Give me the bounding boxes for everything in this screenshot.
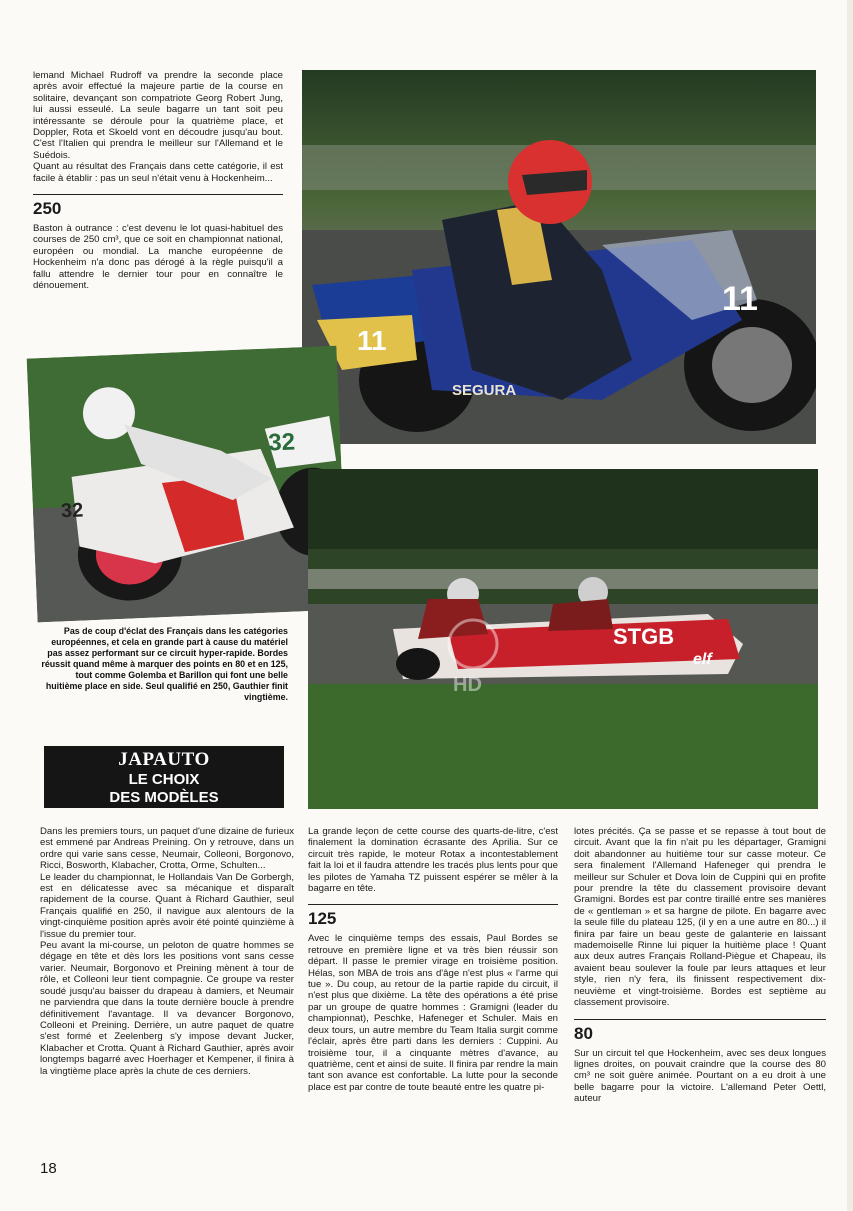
sidecar-sponsor: elf — [693, 651, 712, 668]
banner-subtitle-1: LE CHOIX — [128, 771, 200, 788]
section-heading-80: 80 — [574, 1023, 593, 1043]
section-heading-250: 250 — [33, 199, 62, 219]
photo-sidecar — [308, 469, 818, 809]
photo-caption: Pas de coup d'éclat des Français dans les catégories européennes, et cela en grande part à cause du matériel pas assez performant sur ce circuit hyper-rapide. Bordes réussit quand même à marquer des points en 80 et en 125, tout comme Golemba et Barillon qui font une belle huitième place en side. Seul qualifié en 250, Gauthier finit vingtième. — [41, 626, 288, 702]
rider-11-illustration — [302, 70, 816, 444]
col3-paragraph-2: Sur un circuit tel que Hockenheim, avec ses deux longues lignes droites, on pouvait craindre que la course des 80 cm³ ne soit guère animée. Pourtant on a eu droit à une belle bagarre pour la victoire. L'allemand Peter Oettl, auteur — [574, 1047, 826, 1105]
article-column-2 — [308, 826, 558, 1093]
page-edge — [847, 0, 853, 1211]
banner-title: JAPAUTO — [118, 749, 210, 770]
section-250-paragraph: Baston à outrance : c'est devenu le lot quasi-habituel des courses de 250 cm³, que ce soit en championnat national, européen ou mondial. La manche européenne de Hockenheim n'a donc pas dérogé à la règle puisqu'il a fallu attendre le dernier tour pour en connaître le dénouement. — [33, 223, 283, 292]
sidecar-brand: STGB — [613, 624, 675, 649]
rider-32-illustration — [27, 346, 348, 623]
section-rule-125 — [308, 904, 558, 905]
page-number: 18 — [40, 1160, 57, 1177]
photo-rider-32 — [27, 346, 348, 623]
col1-paragraph-3: Peu avant la mi-course, un peloton de quatre hommes se dégage en tête et dès lors les positions vont sans cesse varier. Neumair, Borgonovo et Preining mènent à tour de rôle, et Colleoni leur tient compagnie. Ce groupe va rester soudé jusqu'au baisser du drapeau à damiers, et Neumair ne parviendra que dans la toute dernière boucle à prendre définitivement l'avantage. Il va devancer Borgonovo, Colleoni et Preining. Derrière, un autre paquet de quatre s'est formé et Zeelenberg s'y impose devant Jucker, Klabacher et Crotta. Quant à Richard Gauthier, après avoir longtemps bagarré avec Hoerhager et Kempener, il finira à la vingtième place après la chute de ces derniers. — [40, 940, 294, 1077]
rider-11-brand: SEGURA — [452, 382, 517, 399]
section-rule-250 — [33, 194, 283, 195]
banner-subtitle-2: DES MODÈLES — [109, 789, 219, 806]
sidecar-illustration — [308, 469, 818, 809]
col3-paragraph-1: lotes précités. Ça se passe et se repasse à tout bout de circuit. Avant que la fin n'ait pu les départager, Gramigni doit abandonner au huitième tour sur casse moteur. Ce sera finalement l'Allemand Hafeneger qui prendra le meilleur sur Schuler et Dova loin de Cuppini qui en profite pour prendre la tête du classement provisoire devant Gramigni. Bordes est par contre tiraillé entre ses manières de « gentleman » et sa hargne de pilote. En bagarre avec la seule fille du plateau 125, (il y en a une autre en 80...) il finira par faire un beau geste de galanterie en laissant mademoiselle Rinne lui piquer la huitième place ! Quant aux deux autres Français Rolland-Piègue et Chapeau, ils avaient beau soulever la foule par leurs attaques et leur style, rien n'y fera, ils finissent respectivement dix-neuvième et vingt-troisième. Bordes est septième au classement provisoire. — [574, 826, 826, 1009]
col1-paragraph-1: Dans les premiers tours, un paquet d'une dizaine de furieux est emmené par Andreas Preining. On y retrouve, dans un ordre qui varie sans cesse, Neumair, Colleoni, Borgonovo, Ricci, Bosworth, Klabacher, Crotta, Orme, Schulten... — [40, 826, 294, 872]
col2-paragraph-2: Avec le cinquième temps des essais, Paul Bordes se retrouve en première ligne et va très bien réussir son départ. Il passe le premier virage en troisième position. Hélas, son MBA de trois ans d'âge n'est plus « l'arme qui tue ». Du coup, au retour de la partie rapide du circuit, il n'est plus que dixième. La tête des opérations a été prise par un groupe de quatre hommes : Gramigni (leader du championnat), Peschke, Hafeneger et Schuler. Mais en deux tours, un autre membre du Team Italia surgit comme l'éclair, après être parti dans les derniers : Cuppini. Au troisième tour, il a cinquante mètres d'avance, au quatrième, cent et ainsi de suite. Il finira par rendre la main tant son avance est confortable. La lutte pour la seconde place est par contre de toute beauté entre les quatre pi- — [308, 933, 558, 1093]
rider-32-tail-number: 32 — [267, 428, 296, 457]
section-banner — [44, 746, 284, 808]
section-rule-80 — [574, 1019, 826, 1020]
intro-paragraph-2: Quant au résultat des Français dans cette catégorie, il est facile à établir : pas un seul n'était venu à Hockenheim... — [33, 161, 283, 184]
intro-column — [33, 70, 283, 292]
col2-paragraph-1: La grande leçon de cette course des quarts-de-litre, c'est finalement la domination écrasante des Aprilia. Sur ce circuit très rapide, le moteur Rotax a incontestablement fait la loi et il faudra attendre les tracés plus lents pour que les pilotes de Yamaha TZ puissent espérer se mêler à la bagarre en tête. — [308, 826, 558, 895]
rider-11-fairing-number: 11 — [722, 280, 758, 318]
section-heading-125: 125 — [308, 909, 337, 929]
article-column-3 — [574, 826, 826, 1105]
col1-paragraph-2: Le leader du championnat, le Hollandais Van De Gorbergh, est en délicatesse avec sa mécanique et disparaît rapidement de la course. Quant à Richard Gauthier, seul Français qualifié en 250, il navigue aux alentours de la vingt-cinquième position après avoir été pointé quinzième à l'issue du premier tour. — [40, 871, 294, 940]
photo-rider-11 — [302, 70, 816, 444]
rider-11-tail-number: 11 — [357, 325, 387, 356]
watermark-text: HD — [453, 674, 482, 696]
article-column-1 — [40, 826, 294, 1077]
rider-32-front-number: 32 — [60, 499, 84, 523]
intro-paragraph-1: lemand Michael Rudroff va prendre la seconde place après avoir effectué la majeure partie de la course en solitaire, devançant son compatriote Georg Robert Jung, lui aussi esseulé. La seule bagarre un tant soit peu intéressante se déroule pour la quatrième place, et Doppler, Rota et Skoeld vont en découdre jusqu'au bout. C'est l'Italien qui prendra le meilleur sur l'Allemand et le Suédois. — [33, 70, 283, 161]
